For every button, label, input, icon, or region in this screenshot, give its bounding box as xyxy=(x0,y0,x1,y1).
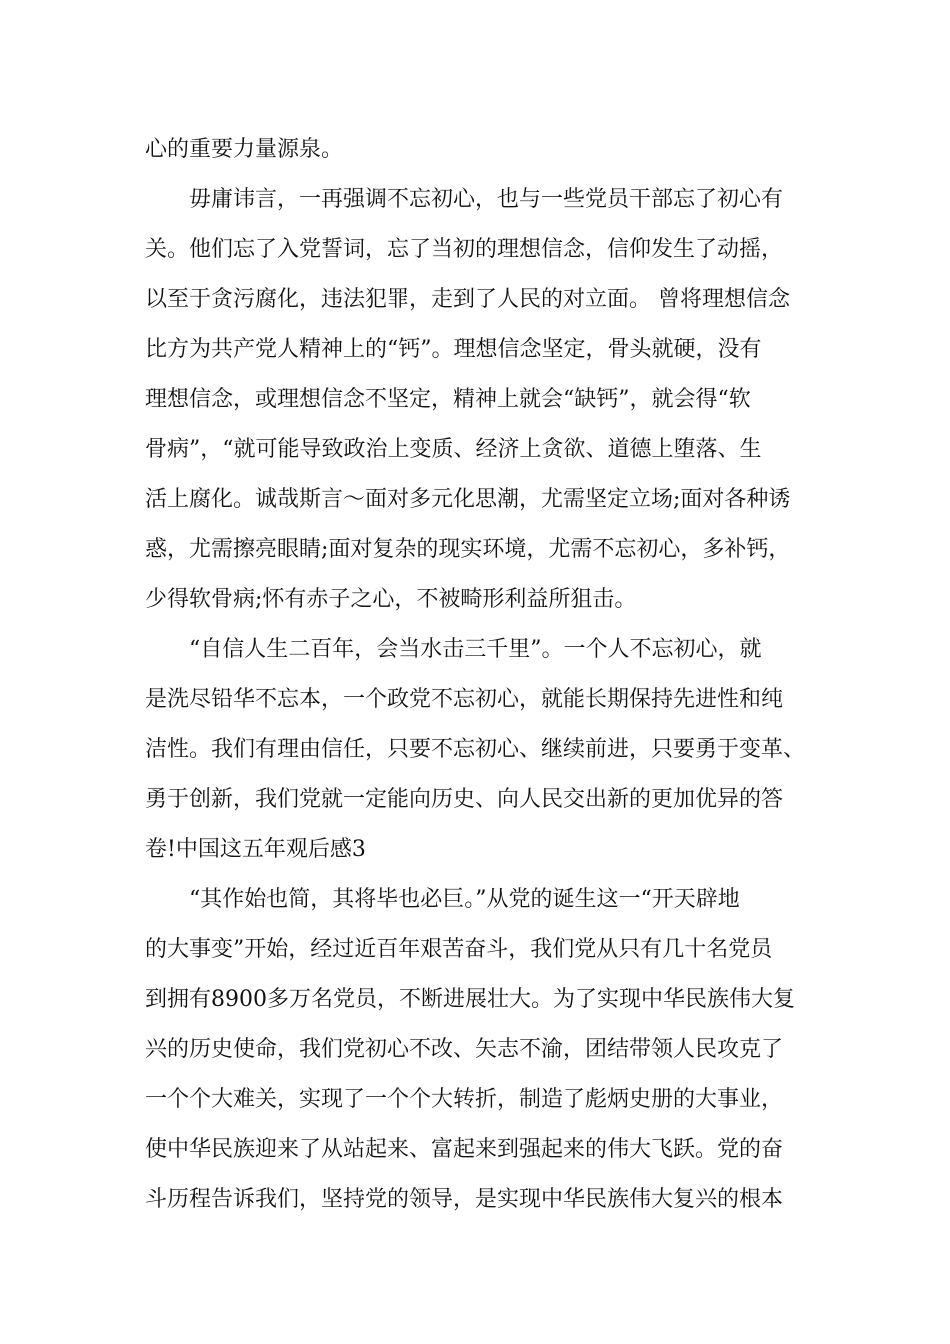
text-line: 少得软骨病;怀有赤子之心，不被畸形利益所狙击。 xyxy=(145,587,637,612)
paragraph-first-line: “其作始也简，其将毕也必巨。”从党的诞生这一“开天辟地 xyxy=(189,887,740,912)
text-line: 惑，尤需擦亮眼睛;面对复杂的现实环境，尤需不忘初心，多补钙， xyxy=(145,537,791,562)
text-line: 以至于贪污腐化，违法犯罪，走到了人民的对立面。 曾将理想信念 xyxy=(145,287,790,312)
text-line: 活上腐化。诚哉斯言～面对多元化思潮，尤需坚定立场;面对各种诱 xyxy=(145,487,791,512)
text-line: 一个个大难关，实现了一个个大转折，制造了彪炳史册的大事业， xyxy=(145,1087,784,1112)
text-line: 兴的历史使命，我们党初心不改、矢志不渝，团结带领人民攻克了 xyxy=(145,1037,784,1062)
paragraph-first-line: 毋庸讳言，一再强调不忘初心，也与一些党员干部忘了初心有 xyxy=(189,187,784,212)
text-line: 理想信念，或理想信念不坚定，精神上就会“缺钙”，就会得“软 xyxy=(145,387,751,412)
text-line: 使中华民族迎来了从站起来、富起来到强起来的伟大飞跃。党的奋 xyxy=(145,1137,784,1162)
paragraph-first-line: “自信人生二百年，会当水击三千里”。一个人不忘初心，就 xyxy=(189,637,762,662)
text-line: 卷!中国这五年观后感3 xyxy=(145,837,366,862)
text-line: 斗历程告诉我们，坚持党的领导，是实现中华民族伟大复兴的根本 xyxy=(145,1187,784,1212)
text-line: 到拥有8900多万名党员，不断进展壮大。为了实现中华民族伟大复 xyxy=(145,987,795,1012)
text-line: 骨病”，“就可能导致政治上变质、经济上贪欲、道德上堕落、生 xyxy=(145,437,762,462)
text-line: 洁性。我们有理由信任，只要不忘初心、继续前进，只要勇于变革、 xyxy=(145,737,806,762)
text-line: 关。他们忘了入党誓词，忘了当初的理想信念，信仰发生了动摇， xyxy=(145,237,784,262)
text-line: 的大事变”开始，经过近百年艰苦奋斗，我们党从只有几十名党员 xyxy=(145,937,773,962)
body-text xyxy=(145,125,835,1225)
text-line: 是洗尽铅华不忘本，一个政党不忘初心，就能长期保持先进性和纯 xyxy=(145,687,784,712)
text-line: 比方为共产党人精神上的“钙”。理想信念坚定，骨头就硬，没有 xyxy=(145,337,762,362)
text-line: 心的重要力量源泉。 xyxy=(145,137,344,162)
text-line: 勇于创新，我们党就一定能向历史、向人民交出新的更加优异的答 xyxy=(145,787,784,812)
